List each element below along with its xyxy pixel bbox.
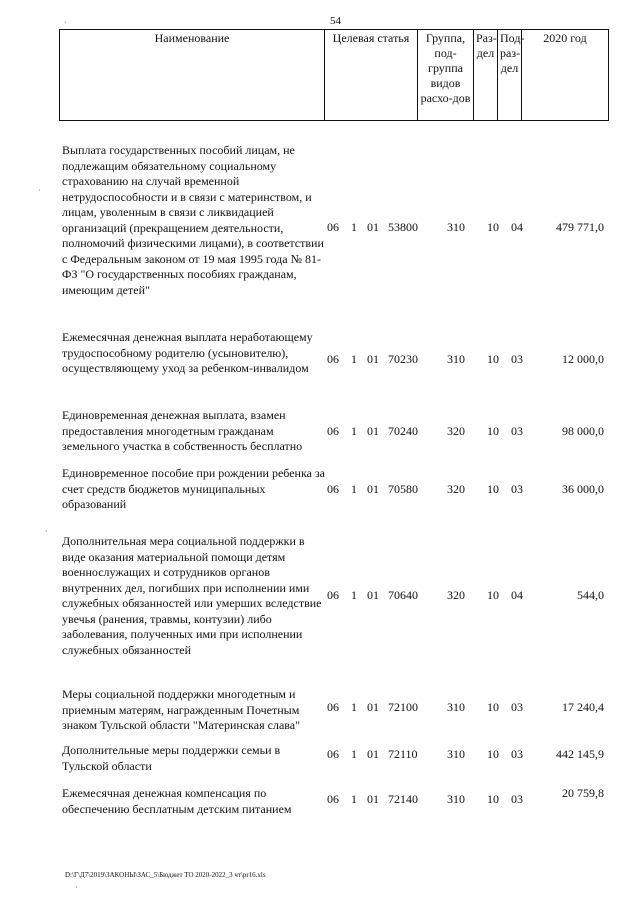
table-row bbox=[59, 786, 608, 818]
row-code-event: 01 bbox=[367, 352, 379, 366]
row-expense-group: 320 bbox=[447, 424, 465, 438]
row-name: Меры социальной поддержки многодетным и приемным матерям, награжденным Почетным знаком Тульской области "Материнская слава" bbox=[62, 687, 301, 732]
table-row bbox=[59, 408, 608, 456]
table-row bbox=[59, 687, 608, 735]
row-podrazdel: 03 bbox=[511, 747, 523, 761]
scan-speck: · bbox=[75, 883, 78, 892]
row-name: Единовременное пособие при рождении ребенка за счет средств бюджетов муниципальных образований bbox=[62, 466, 326, 511]
row-code-subprogram: 1 bbox=[351, 220, 357, 234]
row-code-direction: 70640 bbox=[388, 588, 418, 602]
row-razdel: 10 bbox=[487, 747, 499, 761]
row-code-subprogram: 1 bbox=[351, 482, 357, 496]
row-code-direction: 72140 bbox=[388, 792, 418, 806]
row-podrazdel: 03 bbox=[511, 482, 523, 496]
row-name: Дополнительные меры поддержки семьи в Тульской области bbox=[62, 743, 281, 773]
page-number: 54 bbox=[330, 15, 341, 27]
row-expense-group: 310 bbox=[447, 700, 465, 714]
row-code-subprogram: 1 bbox=[351, 792, 357, 806]
row-podrazdel: 04 bbox=[511, 588, 523, 602]
table-row bbox=[59, 466, 608, 514]
row-podrazdel: 03 bbox=[511, 792, 523, 806]
row-amount-2020: 12 000,0 bbox=[562, 352, 604, 366]
row-code-direction: 70580 bbox=[388, 482, 418, 496]
row-expense-group: 310 bbox=[447, 220, 465, 234]
row-razdel: 10 bbox=[487, 220, 499, 234]
file-path-footer: D:\Г\Д7\2019\ЗАКОНЫ\ЗАС_5\Бюджет ТО 2020-2022_3 чт\pr16.xls bbox=[65, 871, 266, 879]
row-code-program: 06 bbox=[327, 747, 339, 761]
row-expense-group: 320 bbox=[447, 482, 465, 496]
table-row bbox=[59, 534, 608, 660]
header-name: Наименование bbox=[60, 30, 325, 121]
row-code-event: 01 bbox=[367, 220, 379, 234]
row-razdel: 10 bbox=[487, 352, 499, 366]
header-year-2020: 2020 год bbox=[522, 30, 609, 121]
row-code-program: 06 bbox=[327, 588, 339, 602]
row-code-direction: 72110 bbox=[388, 747, 418, 761]
row-code-direction: 72100 bbox=[388, 700, 418, 714]
row-expense-group: 320 bbox=[447, 588, 465, 602]
row-amount-2020: 544,0 bbox=[577, 588, 604, 602]
scan-speck: · bbox=[64, 18, 67, 27]
row-code-program: 06 bbox=[327, 220, 339, 234]
table-row bbox=[59, 143, 608, 303]
row-expense-group: 310 bbox=[447, 352, 465, 366]
row-razdel: 10 bbox=[487, 424, 499, 438]
row-code-event: 01 bbox=[367, 700, 379, 714]
row-code-subprogram: 1 bbox=[351, 352, 357, 366]
row-code-program: 06 bbox=[327, 352, 339, 366]
column-header-table bbox=[59, 29, 609, 121]
row-code-direction: 53800 bbox=[388, 220, 418, 234]
row-name: Дополнительная мера социальной поддержки в виде оказания материальной помощи детям военнослужащих и сотрудников органов внутренних дел, погибших при исполнении ими служебных обязанностей или умерших вследствие увечья (ранения, травмы, контузии) либо заболевания, полученных ими при исполнении служебных обязанностей bbox=[62, 534, 322, 657]
row-code-subprogram: 1 bbox=[351, 747, 357, 761]
row-code-event: 01 bbox=[367, 792, 379, 806]
row-razdel: 10 bbox=[487, 588, 499, 602]
row-code-event: 01 bbox=[367, 424, 379, 438]
row-code-event: 01 bbox=[367, 747, 379, 761]
row-name: Единовременная денежная выплата, взамен предоставления многодетным гражданам земельного участка в собственность бесплатно bbox=[62, 408, 303, 453]
row-code-direction: 70240 bbox=[388, 424, 418, 438]
row-code-direction: 70230 bbox=[388, 352, 418, 366]
row-amount-2020: 479 771,0 bbox=[556, 220, 604, 234]
row-podrazdel: 04 bbox=[511, 220, 523, 234]
row-amount-2020: 442 145,9 bbox=[556, 747, 604, 761]
header-expense-group: Группа, под-группа видов расхо-дов bbox=[418, 30, 474, 121]
scan-speck: · bbox=[45, 527, 48, 536]
row-code-event: 01 bbox=[367, 588, 379, 602]
row-code-subprogram: 1 bbox=[351, 700, 357, 714]
table-row bbox=[59, 330, 608, 394]
row-code-program: 06 bbox=[327, 792, 339, 806]
row-podrazdel: 03 bbox=[511, 424, 523, 438]
row-code-program: 06 bbox=[327, 424, 339, 438]
row-name: Ежемесячная денежная компенсация по обеспечению бесплатным детским питанием bbox=[62, 786, 292, 816]
row-amount-2020: 20 759,8 bbox=[562, 786, 604, 800]
row-expense-group: 310 bbox=[447, 792, 465, 806]
row-code-program: 06 bbox=[327, 482, 339, 496]
row-code-event: 01 bbox=[367, 482, 379, 496]
row-code-program: 06 bbox=[327, 700, 339, 714]
header-razdel: Раз-дел bbox=[474, 30, 498, 121]
row-name: Выплата государственных пособий лицам, не подлежащим обязательному социальному страхованию на случай временной нетрудоспособности и в связи с материнством, и лицам, уволенным в связи с ликвидацией организаций (прекращением деятельности, полномочий физическими лицами), в соответствии с Федеральным законом от 19 мая 1995 года № 81-ФЗ "О государственных пособиях гражданам, имеющим детей" bbox=[62, 143, 324, 297]
header-target-article: Целевая статья bbox=[325, 30, 418, 121]
row-amount-2020: 98 000,0 bbox=[562, 424, 604, 438]
row-code-subprogram: 1 bbox=[351, 588, 357, 602]
row-razdel: 10 bbox=[487, 792, 499, 806]
row-name: Ежемесячная денежная выплата неработающему трудоспособному родителю (усыновителю), осуществляющему уход за ребенком-инвалидом bbox=[62, 330, 313, 375]
scan-speck: · bbox=[38, 186, 41, 195]
row-expense-group: 310 bbox=[447, 747, 465, 761]
row-amount-2020: 36 000,0 bbox=[562, 482, 604, 496]
row-code-subprogram: 1 bbox=[351, 424, 357, 438]
table-row bbox=[59, 743, 608, 775]
header-podrazdel: Под-раз-дел bbox=[498, 30, 522, 121]
row-podrazdel: 03 bbox=[511, 352, 523, 366]
row-amount-2020: 17 240,4 bbox=[562, 700, 604, 714]
row-razdel: 10 bbox=[487, 700, 499, 714]
row-podrazdel: 03 bbox=[511, 700, 523, 714]
row-razdel: 10 bbox=[487, 482, 499, 496]
